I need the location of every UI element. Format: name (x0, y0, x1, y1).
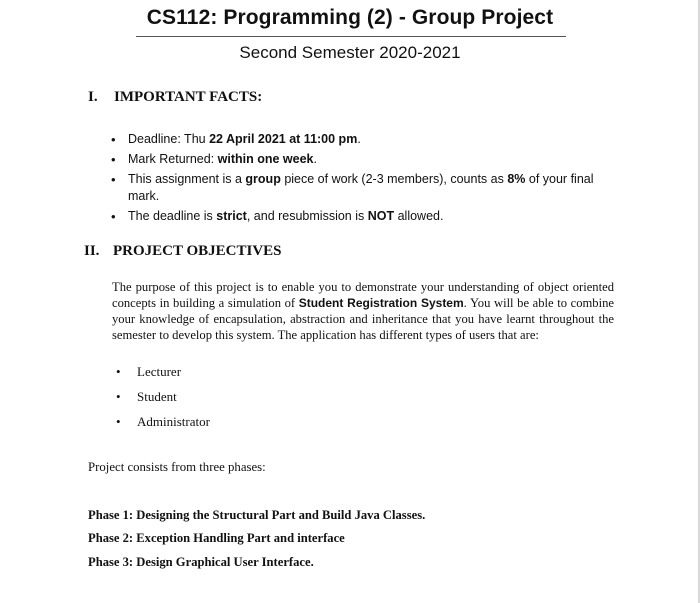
section-title: IMPORTANT FACTS: (114, 89, 263, 105)
phase-2: Phase 2: Exception Handling Part and interface (88, 531, 345, 545)
section-number: II. (84, 243, 100, 259)
document-title: CS112: Programming (2) - Group Project (146, 6, 554, 29)
section-important-facts-heading (88, 89, 262, 106)
user-type-item: • Student (116, 387, 210, 412)
document-subtitle: Second Semester 2020-2021 (239, 43, 461, 62)
user-type-item: • Lecturer (116, 362, 210, 387)
user-type-item: • Administrator (116, 412, 210, 437)
section-number: I. (88, 89, 98, 105)
fact-item: • The deadline is strict, and resubmission is NOT allowed. (108, 208, 598, 225)
phase-3: Phase 3: Design Graphical User Interface. (88, 555, 314, 569)
section-project-objectives-heading (84, 243, 282, 260)
fact-item: • Deadline: Thu 22 April 2021 at 11:00 pm. (108, 131, 598, 148)
phases-intro: Project consists from three phases: (88, 460, 266, 474)
fact-item: • This assignment is a group piece of work (2-3 members), counts as 8% of your final mark. (108, 171, 598, 205)
section-title: PROJECT OBJECTIVES (113, 243, 282, 259)
phase-1: Phase 1: Designing the Structural Part and Build Java Classes. (88, 508, 426, 522)
important-facts-list (108, 131, 598, 228)
fact-item: • Mark Returned: within one week. (108, 151, 598, 168)
user-types-list (116, 362, 210, 437)
title-underline (136, 36, 566, 37)
objectives-paragraph: The purpose of this project is to enable you to demonstrate your understanding of object oriented concepts in building a simulation of Student Registration System. You will be able to combine your knowledge of encapsulation, abstraction and inheritance that you have learnt throughout the semester to develop this system. The application has different types of users that are: (112, 280, 614, 342)
